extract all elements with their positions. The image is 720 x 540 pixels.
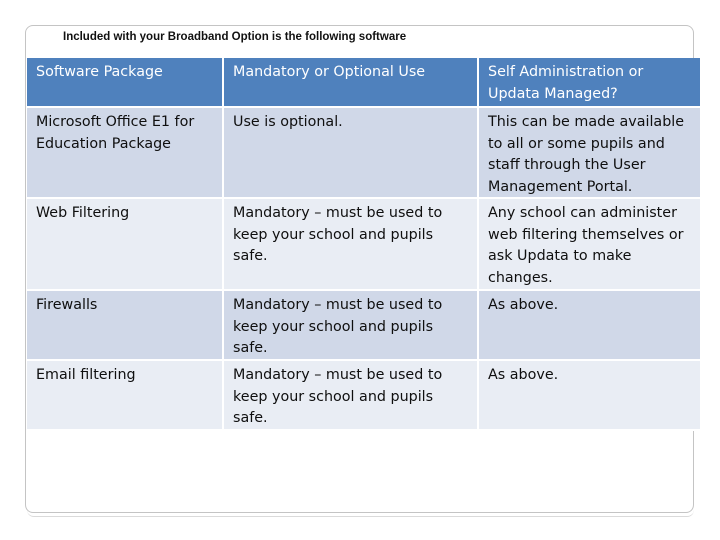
header-software-package: Software Package: [36, 64, 163, 80]
table-cell-management: This can be made available to all or some pupils and staff through the User Management Portal.: [477, 108, 700, 197]
header-mandatory-or-optional: Mandatory or Optional Use: [222, 58, 477, 106]
table-cell-management: Any school can administer web filtering themselves or ask Updata to make changes.: [477, 199, 700, 289]
table-row: [27, 361, 700, 431]
table-row: [27, 291, 700, 361]
table-cell-use: Mandatory – must be used to keep your school and pupils safe.: [222, 361, 477, 429]
table-cell-package: Microsoft Office E1 for Education Package: [36, 114, 195, 152]
table-cell-use: Mandatory – must be used to keep your school and pupils safe.: [222, 291, 477, 359]
table-cell-management: As above.: [477, 361, 700, 429]
table-cell-use: Mandatory – must be used to keep your school and pupils safe.: [222, 199, 477, 289]
table-cell-package: Firewalls: [36, 297, 98, 313]
software-table: [27, 58, 700, 431]
frame-shadow: [27, 510, 694, 517]
table-row: [27, 199, 700, 291]
table-cell-management: As above.: [477, 291, 700, 359]
slide-title: Included with your Broadband Option is the following software: [63, 31, 407, 43]
table-row: [27, 108, 700, 199]
table-cell-use: Use is optional.: [222, 108, 477, 197]
table-cell-package: Web Filtering: [36, 205, 130, 221]
header-self-administration: Self Administration or Updata Managed?: [477, 58, 700, 106]
table-cell-package: Email filtering: [36, 367, 136, 383]
table-header-row: [27, 58, 700, 108]
